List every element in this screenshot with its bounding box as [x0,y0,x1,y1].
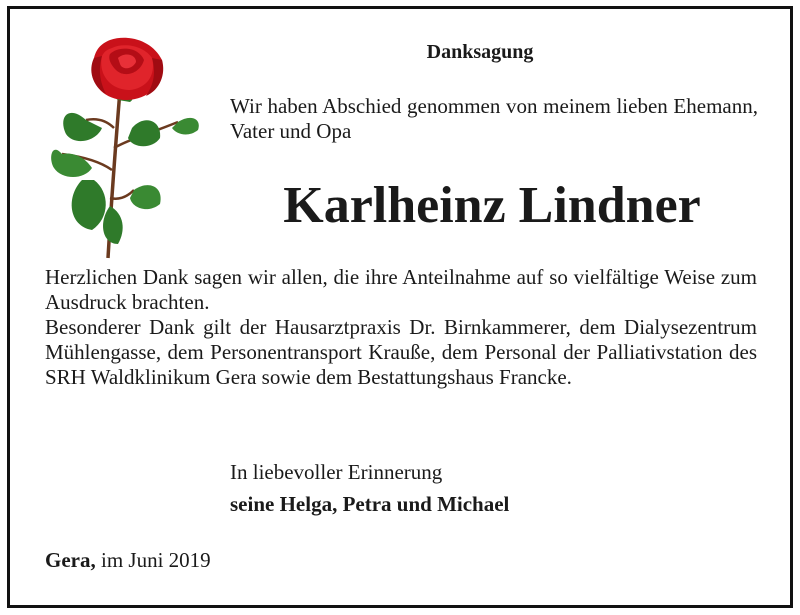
thanks-text [45,265,757,390]
notice-heading: Danksagung [426,41,534,63]
place-date [45,548,545,573]
closing-line: In liebevoller Erinnerung [230,460,443,484]
thanks-paragraph: Herzlichen Dank sagen wir allen, die ihre Anteilnahme auf so vielfältige Weise zum Ausdruck brachten. [45,265,757,314]
deceased-name: Karlheinz Lindner [283,177,701,234]
thanks-paragraph: Besonderer Dank gilt der Hausarztpraxis Dr. Birnkammerer, dem Dialysezentrum Mühlengasse, dem Personentransport Krauße, dem Personal der Palliativstation des SRH Waldklinikum Gera sowie dem Bestattungshaus Francke. [45,315,757,389]
city: Gera, [45,548,96,572]
date: im Juni 2019 [100,548,211,572]
closing-block [230,456,730,520]
red-rose-icon [48,30,208,262]
signers: seine Helga, Petra und Michael [230,492,510,516]
intro-text: Wir haben Abschied genommen von meinem lieben Ehemann, Vater und Opa [230,94,758,143]
